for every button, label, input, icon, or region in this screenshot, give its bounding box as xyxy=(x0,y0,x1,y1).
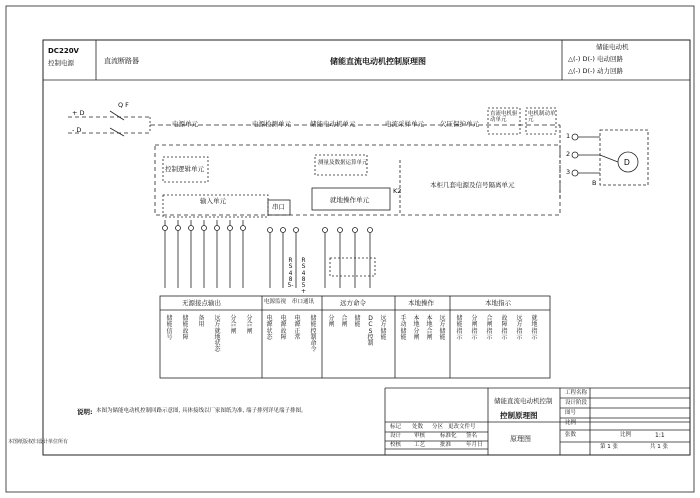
project-name: 储能直流电动机控制 xyxy=(494,397,553,405)
fcol-1-1: 电源故障 xyxy=(280,315,287,341)
unit-undervoltage: 欠压保护单元 xyxy=(440,120,479,128)
fcol-5-5: 就地指示 xyxy=(531,315,538,341)
fcol-0-2: 备用 xyxy=(198,315,205,329)
voltage-label: 直流断路器 xyxy=(104,57,139,65)
rev-r5: 批准 xyxy=(440,442,452,448)
fcol-5-3: 故障指示 xyxy=(501,315,508,341)
phase-b: B xyxy=(592,179,597,187)
unit-motor-brake: 电机制动单元 xyxy=(528,111,556,123)
unit-measure: 测量及数据运算单元 xyxy=(318,160,368,166)
rb-row2: 图号 xyxy=(565,410,577,416)
fcol-4-2: 本地合闸 xyxy=(426,315,433,341)
group-3-label: 远方命令 xyxy=(340,299,366,307)
interlock-box xyxy=(330,258,375,276)
fcol-0-4: 分合闸 xyxy=(230,315,237,335)
frame-border xyxy=(43,40,690,455)
rb-scale-value: 1:1 xyxy=(655,432,665,439)
unit-serial: 串口 xyxy=(272,203,285,211)
fcol-3-4: 远方储能 xyxy=(380,315,387,341)
fcol-5-4: 远方指示 xyxy=(516,315,523,341)
unit-input: 输入单元 xyxy=(200,197,226,205)
left-code: DC220V xyxy=(48,47,79,55)
group-4-label: 本地操作 xyxy=(408,299,434,307)
bus-minus: - D xyxy=(72,126,82,134)
group-2-label: 串口通讯 xyxy=(292,299,315,305)
phase-2: 2 xyxy=(566,150,571,158)
fcol-0-3: 远方就地状态 xyxy=(214,315,221,354)
unit-local-ops: 就地操作单元 xyxy=(330,196,369,204)
unit-storage-motor: 储能电动机单元 xyxy=(310,120,356,128)
outer-border xyxy=(6,6,694,492)
group-5-label: 本地指示 xyxy=(485,299,511,307)
notes-label: 说明: xyxy=(77,408,93,416)
legend-row2: △(-) D(-) 动力回路 xyxy=(568,67,623,75)
fcol-0-5: 分合闸 xyxy=(246,315,253,335)
unit-k-label: K2 xyxy=(393,187,402,195)
bus-plus: + D xyxy=(72,109,85,117)
fcol-0-1: 储能故障 xyxy=(182,315,189,341)
fcol-3-0: 分闸 xyxy=(328,315,335,329)
rev-h2: 分区 xyxy=(432,424,444,430)
rb-sheet-label: 第 1 张 xyxy=(600,444,618,450)
rev-h5: 年月日 xyxy=(466,442,483,448)
bottom-left-note: 本图纸版权归设计单位所有 xyxy=(8,439,69,445)
rev-h3: 更改文件号 xyxy=(448,424,476,430)
port-rs485-plus: RS485+ xyxy=(300,257,307,296)
unit-power: 电源单元 xyxy=(172,120,198,128)
fcol-3-2: 储能 xyxy=(354,315,361,329)
unit-voltage-monitor: 电源检测单元 xyxy=(252,120,291,128)
rev-r1: 校核 xyxy=(390,442,402,448)
unit-ctrl-logic: 控制逻辑单元 xyxy=(165,165,204,173)
fcol-4-0: 手动储能 xyxy=(400,315,407,341)
rb-row3: 比例 xyxy=(565,420,577,426)
rev-h0: 标记 xyxy=(390,424,402,430)
drawing-title: 储能直流电动机控制原理图 xyxy=(330,57,426,66)
unit-dc-motor-drive: 直流电机驱动单元 xyxy=(490,111,518,123)
rev-h4: 签名 xyxy=(466,433,478,439)
legend-row1: △(-) D(-) 电动回路 xyxy=(568,55,623,63)
unit-isolation: 本柜几套电源及信号隔离单元 xyxy=(430,181,515,189)
legend-title: 储能电动机 xyxy=(596,43,629,51)
fcol-2-0: 储能控制命令 xyxy=(310,315,317,354)
fcol-5-2: 合闸指示 xyxy=(486,315,493,341)
rb-row1: 设计阶段 xyxy=(565,400,588,406)
left-code-sub: 控制电源 xyxy=(48,59,74,67)
fcol-3-3: DCS控制 xyxy=(367,315,374,348)
unit-current-sample: 电流采样单元 xyxy=(385,120,424,128)
rev-r0: 设计 xyxy=(390,433,402,439)
group-0-label: 无源接点输出 xyxy=(182,299,221,307)
rb-row0: 工程名称 xyxy=(565,390,588,396)
fcol-4-1: 本地分闸 xyxy=(413,315,420,341)
rev-r2: 审核 xyxy=(414,433,426,439)
phase-1: 1 xyxy=(566,132,571,140)
port-rs485-minus: RS485- xyxy=(287,257,294,290)
fcol-5-0: 储能指示 xyxy=(456,315,463,341)
notes-text: 本图为储能电动机控制回路示意图, 具体接线以厂家图纸为准, 端子排列详见端子排图。 xyxy=(96,408,307,414)
fcol-1-2: 电源正常 xyxy=(294,315,301,341)
switch-label: Q F xyxy=(118,101,129,109)
fcol-3-1: 合闸 xyxy=(341,315,348,329)
fcol-1-0: 电源状态 xyxy=(266,315,273,341)
rev-h1: 处数 xyxy=(412,424,424,430)
motor-label: D xyxy=(624,158,630,167)
rev-r4: 标准化 xyxy=(440,433,457,439)
phase-3: 3 xyxy=(566,168,571,176)
drawing-name: 控制原理图 xyxy=(500,411,538,420)
sheet-name: 原理图 xyxy=(510,435,531,443)
rb-sheet-total: 共 1 张 xyxy=(650,444,668,450)
rb-row4: 张数 xyxy=(565,432,577,438)
rev-r3: 工艺 xyxy=(414,442,426,448)
rb-scale-label: 比例 xyxy=(620,432,632,438)
fcol-0-0: 储能信号 xyxy=(166,315,173,341)
fcol-4-3: 远方储能 xyxy=(439,315,446,341)
fcol-5-1: 分闸指示 xyxy=(471,315,478,341)
group-1-label: 电源监视 xyxy=(264,299,287,305)
